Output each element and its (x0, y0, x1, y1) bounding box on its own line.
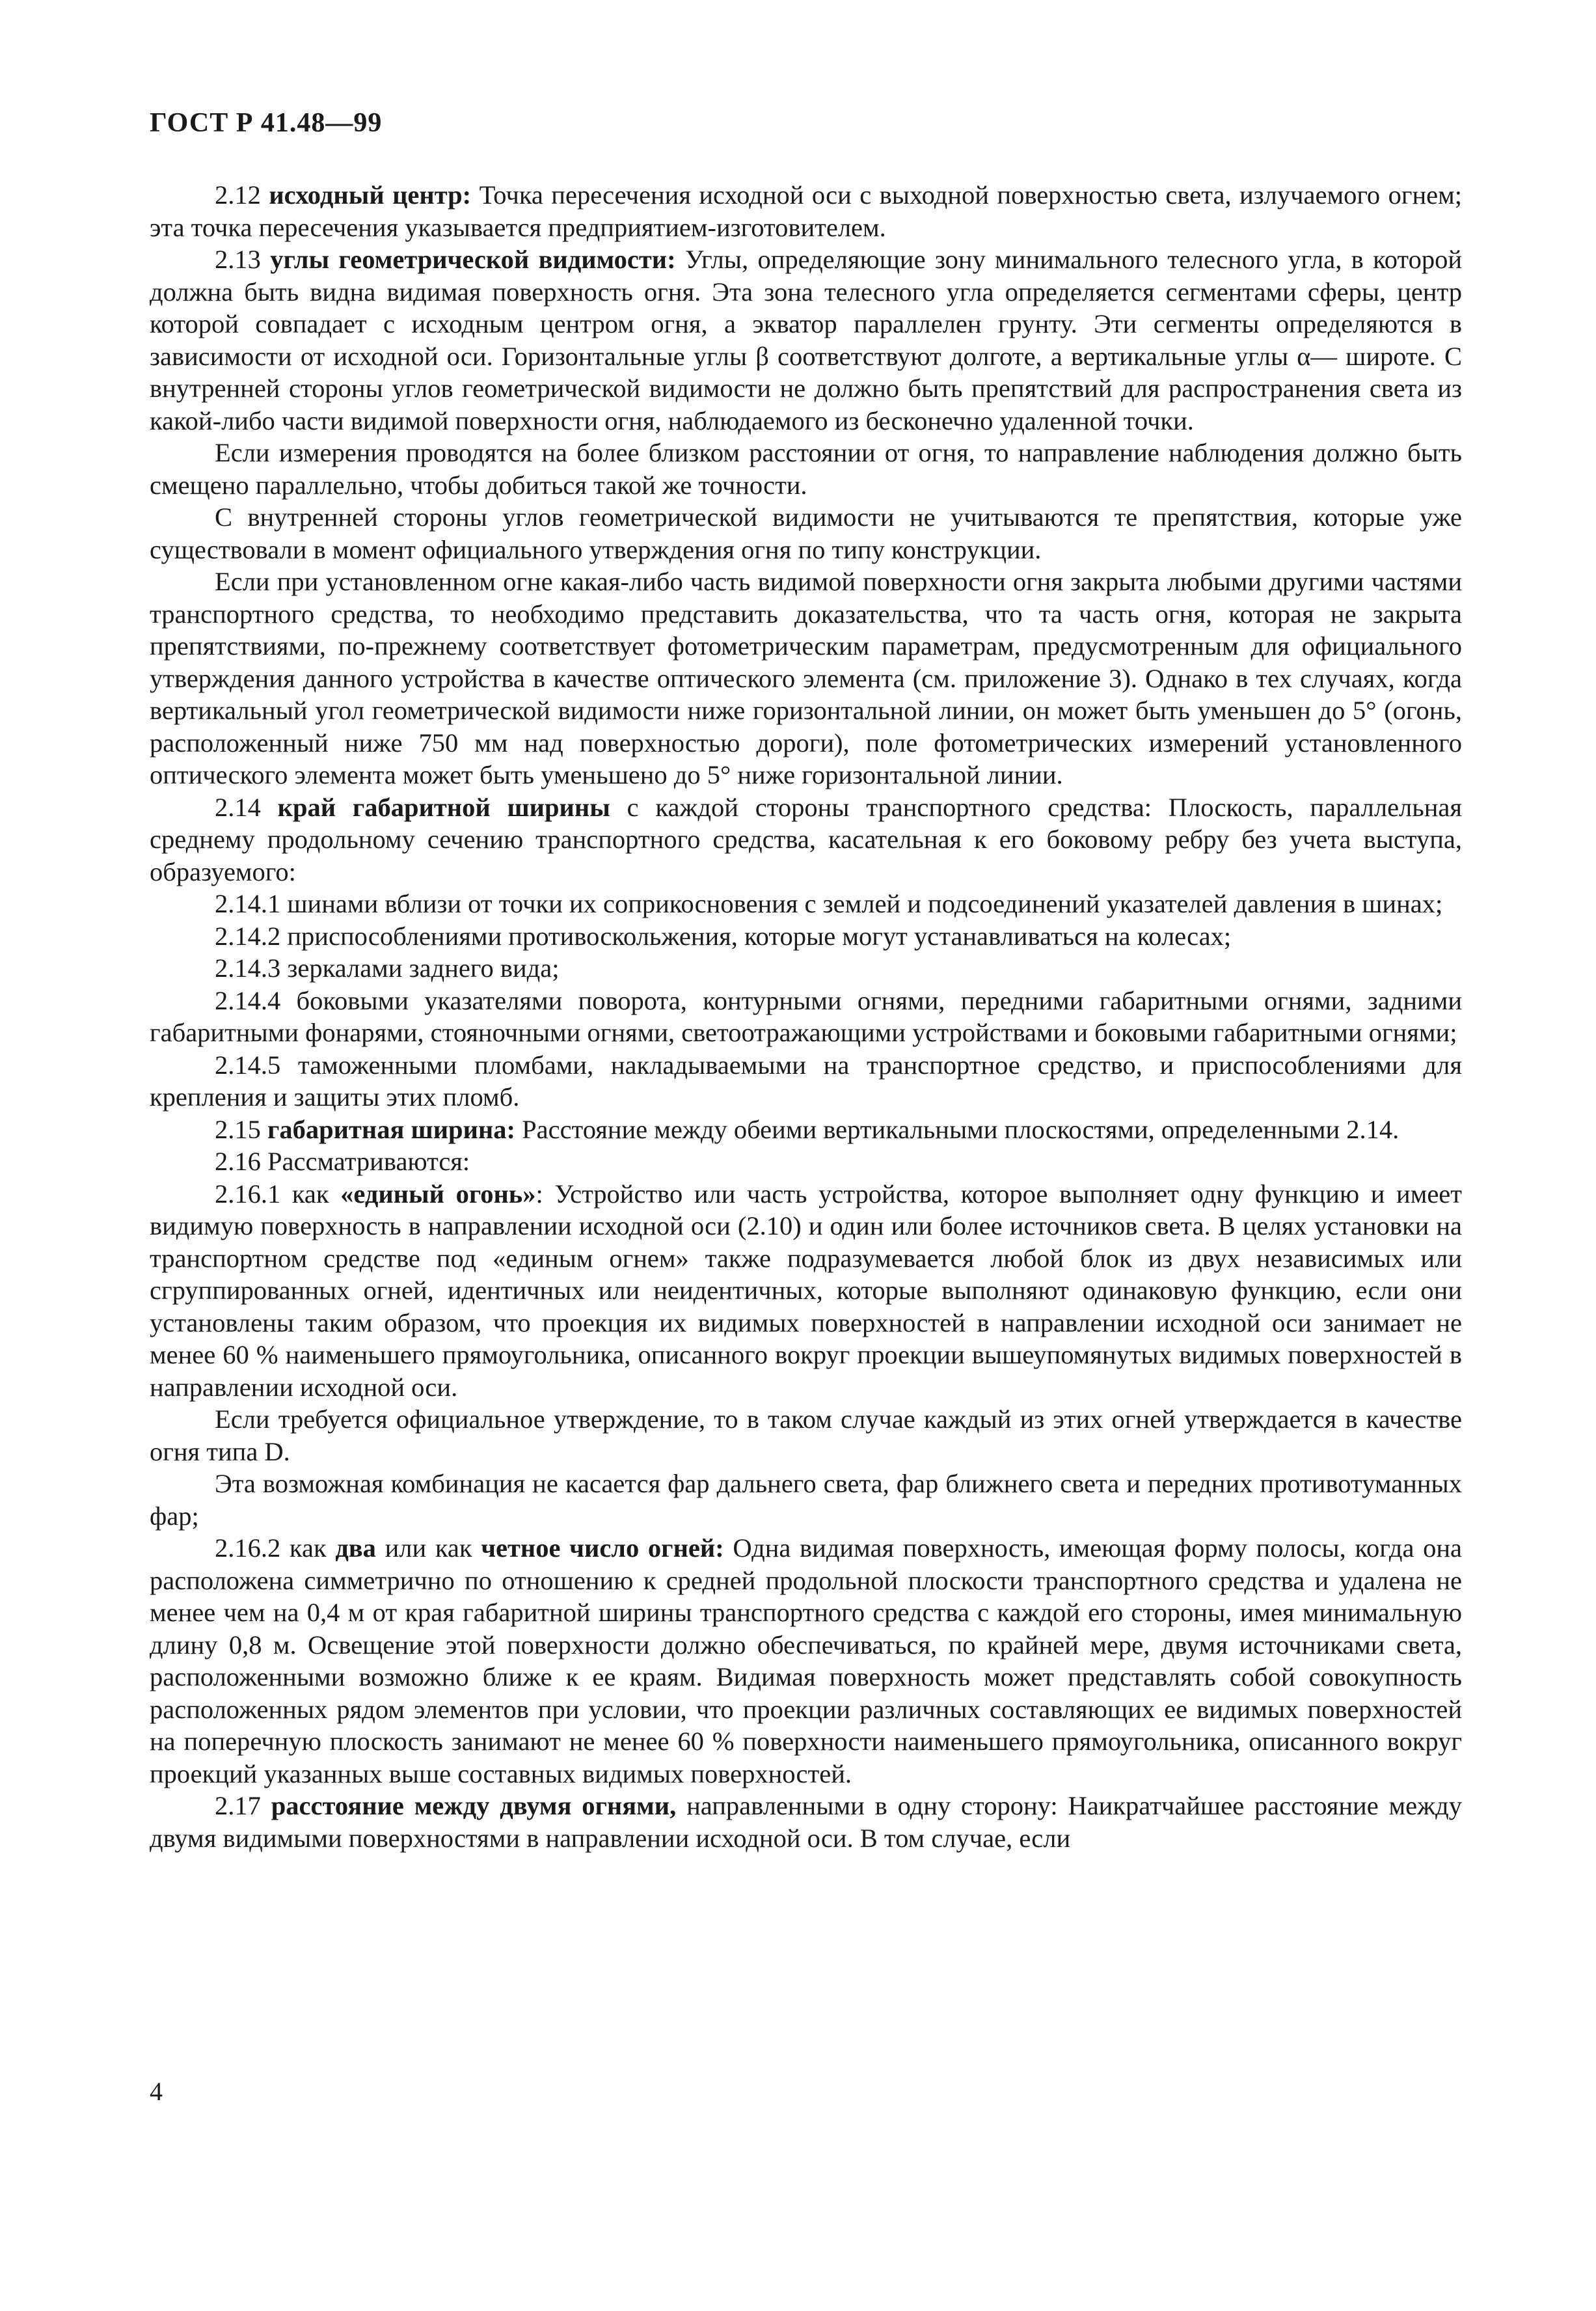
paragraph: Если измерения проводятся на более близком расстоянии от огня, то направление наблюдения должно быть смещено параллельно, чтобы добиться такой же точности. (150, 438, 1462, 500)
paragraph-2-17: 2.17 расстояние между двумя огнями, направленными в одну сторону: Наикратчайшее расстояние между двумя видимыми поверхностями в направлении исходной оси. В том случае, если (150, 1791, 1462, 1853)
paragraph-2-13: 2.13 углы геометрической видимости: Углы, определяющие зону минимального телесного угла, в которой должна быть видна видимая поверхность огня. Эта зона телесного угла определяется сегментами сферы, центр которой совпадает с исходным центром огня, а экватор параллелен грунту. Эти сегменты определяются в зависимости от исходной оси. Горизонтальные углы β соответствуют долготе, а вертикальные углы α— широте. С внутренней стороны углов геометрической видимости не должно быть препятствий для распространения света из какой-либо части видимой поверхности огня, наблюдаемого из бесконечно удаленной точки. (150, 245, 1463, 435)
term: край габаритной ширины (277, 792, 610, 822)
paragraph-2-14-1: 2.14.1 шинами вблизи от точки их соприкосновения с землей и подсоединений указателей давления в шинах; (215, 889, 1443, 918)
paragraph-2-14-2: 2.14.2 приспособлениями противоскольжения, которые могут устанавливаться на колесах; (215, 921, 1232, 951)
paragraph-2-14-5: 2.14.5 таможенными пломбами, накладываемыми на транспортное средство, и приспособлениями для крепления и защиты этих пломб. (150, 1050, 1462, 1112)
paragraph-2-16-1: 2.16.1 как «единый огонь»: Устройство или часть устройства, которое выполняет одну функцию и имеет видимую поверхность в направлении исходной оси (2.10) и один или более источников света. В целях установки на транспортном средстве под «единым огнем» также подразумевается любой блок из двух независимых или сгруппированных огней, идентичных или неидентичных, которые выполняют одинаковую функцию, если они установлены таким образом, что проекция их видимых поверхностей в направлении исходной оси занимает не менее 60 % наименьшего прямоугольника, описанного вокруг проекции вышеупомянутых видимых поверхностей в направлении исходной оси. (150, 1179, 1462, 1402)
paragraph-2-14: 2.14 край габаритной ширины с каждой стороны транспортного средства: Плоскость, параллельная среднему продольному сечению транспортного средства, касательная к его боковому ребру без учета выступа, образуемого: (150, 792, 1463, 886)
term: исходный центр: (269, 180, 472, 210)
paragraph-2-16-2: 2.16.2 как два или как четное число огней: Одна видимая поверхность, имеющая форму полосы, когда она расположена симметрично по отношению к средней продольной плоскости транспортного средства и удалена не менее чем на 0,4 м от края габаритной ширины транспортного средства с каждой его стороны, имея минимальную длину 0,8 м. Освещение этой поверхности должно обеспечиваться, по крайней мере, двумя источниками света, расположенными возможно ближе к ее краям. Видимая поверхность может представлять собой совокупность расположенных рядом элементов при условии, что проекции различных составляющих ее видимых поверхностей на поперечную плоскость занимают не менее 60 % поверхности наименьшего прямоугольника, описанного вокруг проекций указанных выше составных видимых поверхностей. (150, 1533, 1462, 1788)
term: габаритная ширина: (267, 1114, 515, 1144)
paragraph-2-15: 2.15 габаритная ширина: Расстояние между обеими вертикальными плоскостями, определенными 2.14. (215, 1114, 1400, 1144)
paragraph: Эта возможная комбинация не касается фар дальнего света, фар ближнего света и передних противотуманных фар; (150, 1469, 1462, 1531)
paragraph-2-12: 2.12 исходный центр: Точка пересечения исходной оси с выходной поверхностью света, излучаемого огнем; эта точка пересечения указывается предприятием-изготовителем. (150, 180, 1462, 242)
paragraph: Если требуется официальное утверждение, то в таком случае каждый из этих огней утверждается в качестве огня типа D. (150, 1404, 1462, 1466)
term: четное число огней: (481, 1533, 724, 1563)
standard-header: ГОСТ Р 41.48—99 (150, 108, 383, 138)
paragraph: С внутренней стороны углов геометрической видимости не учитываются те препятствия, которые уже существовали в момент официального утверждения огня по типу конструкции. (150, 502, 1462, 564)
paragraph-2-14-3: 2.14.3 зеркалами заднего вида; (215, 953, 560, 983)
paragraph: Если при установленном огне какая-либо часть видимой поверхности огня закрыта любыми другими частями транспортного средства, то необходимо представить доказательства, что та часть огня, которая не закрыта препятствиями, по-прежнему соответствует фотометрическим параметрам, предусмотренным для официального утверждения данного устройства в качестве оптического элемента (см. приложение 3). Однако в тех случаях, когда вертикальный угол геометрической видимости ниже горизонтальной линии, он может быть уменьшен до 5° (огонь, расположенный ниже 750 мм над поверхностью дороги), поле фотометрических измерений установленного оптического элемента может быть уменьшено до 5° ниже горизонтальной линии. (150, 567, 1462, 789)
term: два (335, 1533, 376, 1563)
paragraph-2-14-4: 2.14.4 боковыми указателями поворота, контурными огнями, передними габаритными огнями, задними габаритными фонарями, стояночными огнями, светоотражающими устройствами и боковыми габаритными огнями; (150, 985, 1462, 1047)
term: расстояние между двумя огнями, (271, 1791, 677, 1820)
term: углы геометрической видимости: (270, 245, 676, 274)
page-number: 4 (150, 2077, 163, 2106)
paragraph-2-16: 2.16 Рассматриваются: (215, 1147, 470, 1176)
term: «единый огонь» (340, 1179, 536, 1209)
document-body (150, 179, 1462, 1854)
